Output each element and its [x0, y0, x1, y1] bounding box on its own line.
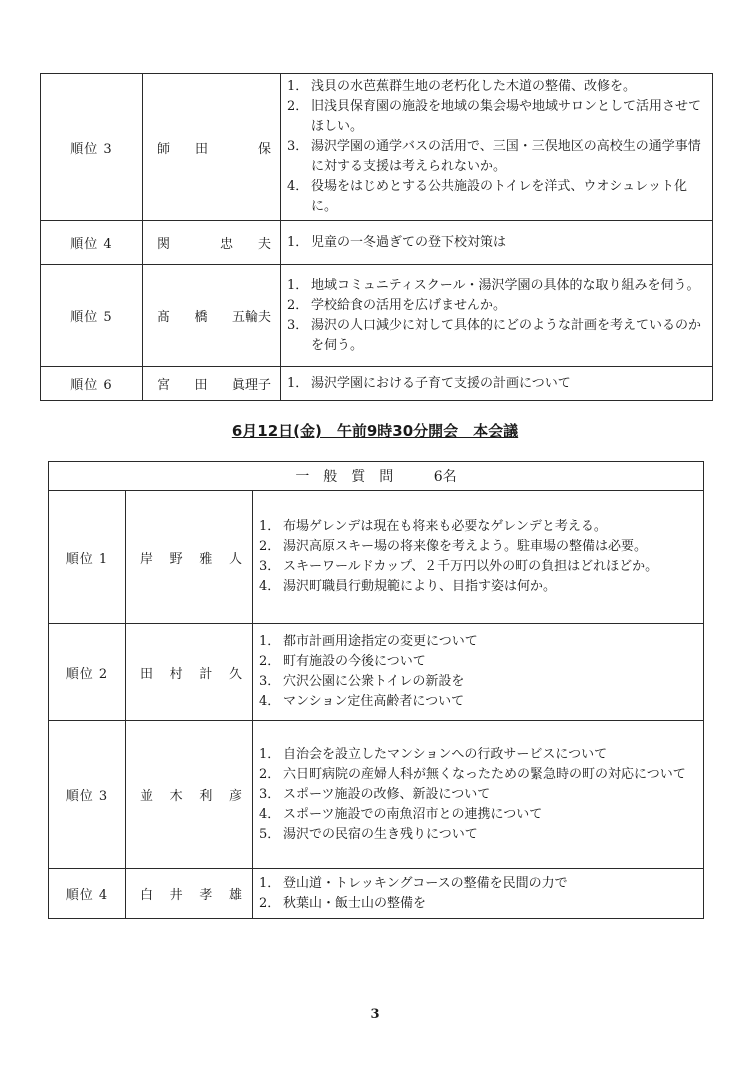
item-number: 1． [287, 79, 309, 94]
item-text: 地域コミュニティスクール・湯沢学園の具体的な取り組みを伺う。 [311, 277, 700, 293]
item-number: 4． [259, 579, 281, 594]
table-header [49, 462, 704, 491]
item-text: 役場をはじめとする公共施設のトイレを洋式、ウオシュレット化に。 [311, 179, 687, 214]
question-item [259, 652, 697, 672]
name-part: 師 [157, 141, 171, 157]
rank-cell: 順位 2 [49, 624, 126, 721]
item-text: スポーツ施設での南魚沼市との連携について [283, 806, 543, 822]
question-items-cell [281, 367, 713, 401]
question-item [287, 77, 706, 97]
name-part: 髙 [157, 310, 171, 325]
question-items-cell [281, 74, 713, 221]
item-text: 六日町病院の産婦人科が無くなったための緊急時の町の対応について [283, 766, 686, 782]
question-item [259, 632, 697, 652]
item-number: 3． [287, 139, 309, 154]
question-item [287, 296, 706, 316]
item-text: 登山道・トレッキングコースの整備を民間の力で [283, 875, 568, 891]
table1-body [41, 74, 713, 401]
item-text: 自治会を設立したマンションへの行政サービスについて [283, 746, 608, 762]
rank-cell: 順位 5 [41, 265, 143, 367]
member-name [126, 884, 252, 903]
item-number: 2． [259, 766, 281, 782]
rank-cell: 順位 3 [49, 721, 126, 869]
table-row [41, 367, 713, 401]
member-name [143, 374, 280, 393]
member-name [143, 306, 280, 325]
item-number: 2． [259, 654, 281, 669]
name-part: 野 [169, 551, 183, 567]
member-name [143, 138, 280, 157]
item-number: 5． [259, 826, 281, 842]
table-header-row [49, 462, 704, 491]
name-part: 孝 [199, 888, 213, 903]
item-number: 1． [259, 634, 281, 649]
question-items-cell [281, 221, 713, 265]
name-part: 雅 [199, 551, 213, 567]
name-part: 関 [157, 237, 171, 252]
item-text: 湯沢学園における子育て支援の計画について [311, 375, 571, 391]
question-item [259, 557, 697, 577]
header-title: 一般質問 [295, 469, 408, 485]
member-name-cell [143, 74, 281, 221]
item-number: 4． [259, 694, 281, 709]
question-item [259, 805, 697, 825]
member-name-cell [143, 265, 281, 367]
name-part: 保 [257, 141, 271, 157]
item-text: スキーワールドカップ、２千万円以外の町の負担はどれほどか。 [283, 559, 659, 574]
name-part: 田 [194, 378, 208, 393]
item-text: 穴沢公園に公衆トイレの新設を [283, 674, 465, 689]
question-item [259, 765, 697, 785]
item-number: 3． [259, 559, 281, 574]
name-part: 久 [228, 666, 242, 682]
member-name [126, 548, 252, 567]
question-item [259, 577, 697, 597]
table-row [49, 721, 704, 869]
item-number: 1． [259, 746, 281, 762]
member-name-cell [126, 721, 253, 869]
item-text: 湯沢での民宿の生き残りについて [283, 826, 478, 842]
name-part: 橋 [194, 310, 208, 325]
name-part: 田 [140, 666, 154, 682]
name-part: 宮 [157, 378, 171, 393]
rank-cell: 順位 6 [41, 367, 143, 401]
questions-table-previous-day [40, 73, 713, 401]
name-part: 彦 [228, 789, 242, 804]
question-item [287, 97, 706, 137]
header-count: 6名 [433, 469, 457, 485]
item-number: 1． [287, 375, 309, 391]
rank-cell: 順位 3 [41, 74, 143, 221]
question-item [287, 374, 706, 394]
item-text: 町有施設の今後について [283, 654, 426, 669]
general-questions-table [48, 461, 704, 919]
item-number: 4． [287, 179, 309, 194]
name-part: 白 [140, 888, 154, 903]
name-part: 人 [228, 551, 242, 567]
member-name [143, 233, 280, 252]
table2-body [49, 462, 704, 919]
question-item [259, 517, 697, 537]
name-part: 計 [199, 666, 213, 682]
item-text: 都市計画用途指定の変更について [283, 634, 478, 649]
member-name-cell [126, 491, 253, 624]
question-item [287, 233, 706, 253]
question-item [259, 894, 697, 914]
item-text: 湯沢町職員行動規範により、目指す姿は何か。 [283, 579, 557, 594]
item-number: 2． [287, 297, 309, 313]
question-items-cell [253, 624, 704, 721]
rank-cell: 順位 4 [41, 221, 143, 265]
question-item [259, 785, 697, 805]
name-part: 並 [140, 789, 154, 804]
member-name-cell [143, 367, 281, 401]
table-row [41, 265, 713, 367]
item-number: 2． [259, 895, 281, 911]
item-text: 湯沢学園の通学バスの活用で、三国・三俣地区の高校生の通学事情に対する支援は考えられないか。 [311, 139, 701, 174]
name-part: 木 [169, 789, 183, 804]
question-item [259, 745, 697, 765]
question-items-cell [253, 869, 704, 919]
name-part: 岸 [140, 551, 154, 567]
item-text: 学校給食の活用を広げませんか。 [311, 297, 507, 313]
table-row [41, 221, 713, 265]
name-part: 忠 [219, 237, 233, 252]
table-row [49, 869, 704, 919]
item-text: 旧浅貝保育園の施設を地域の集会場や地域サロンとして活用させてほしい。 [311, 99, 702, 134]
item-text: 湯沢高原スキー場の将来像を考えよう。駐車場の整備は必要。 [283, 539, 648, 554]
item-text: 浅貝の水芭蕉群生地の老朽化した木道の整備、改修を。 [311, 79, 637, 94]
item-number: 1． [259, 519, 281, 534]
table-row [49, 624, 704, 721]
session-heading-text: 6月12日(金) 午前9時30分開会 本会議 [231, 422, 519, 440]
page-number: 3 [370, 1007, 380, 1022]
item-number: 2． [259, 539, 281, 554]
item-number: 2． [287, 99, 309, 114]
item-number: 4． [259, 806, 281, 822]
question-item [259, 672, 697, 692]
name-part: 井 [169, 888, 183, 903]
item-number: 3． [287, 317, 309, 333]
item-text: 秋葉山・飯士山の整備を [283, 895, 427, 911]
member-name-cell [126, 624, 253, 721]
item-number: 3． [259, 674, 281, 689]
question-item [259, 537, 697, 557]
item-number: 1． [259, 875, 281, 891]
name-part: 村 [169, 666, 183, 682]
member-name [126, 663, 252, 682]
name-part: 雄 [228, 888, 242, 903]
name-part: 利 [199, 789, 213, 804]
item-text: スポーツ施設の改修、新設について [283, 786, 491, 802]
question-item [287, 177, 706, 217]
item-text: 布場ゲレンデは現在も将来も必要なゲレンデと考える。 [283, 519, 607, 534]
question-item [259, 825, 697, 845]
item-text: マンション定住高齢者について [283, 694, 465, 709]
question-items-cell [253, 491, 704, 624]
item-text: 湯沢の人口減少に対して具体的にどのような計画を考えているのかを伺う。 [311, 317, 702, 353]
question-item [287, 276, 706, 296]
name-part: 眞理子 [231, 378, 271, 393]
name-part: 五輪夫 [231, 310, 271, 325]
session-heading [0, 420, 750, 441]
question-item [259, 874, 697, 894]
item-number: 1． [287, 234, 309, 250]
name-part: 夫 [257, 237, 271, 252]
member-name-cell [143, 221, 281, 265]
item-number: 1． [287, 277, 309, 293]
question-items-cell [281, 265, 713, 367]
rank-cell: 順位 4 [49, 869, 126, 919]
member-name-cell [126, 869, 253, 919]
item-number: 3． [259, 786, 281, 802]
member-name [126, 785, 252, 804]
question-items-cell [253, 721, 704, 869]
name-part: 田 [195, 141, 209, 157]
table-row [41, 74, 713, 221]
item-text: 児童の一冬過ぎての登下校対策は [311, 234, 507, 250]
table-row [49, 491, 704, 624]
question-item [287, 137, 706, 177]
question-item [287, 316, 706, 356]
question-item [259, 692, 697, 712]
rank-cell: 順位 1 [49, 491, 126, 624]
